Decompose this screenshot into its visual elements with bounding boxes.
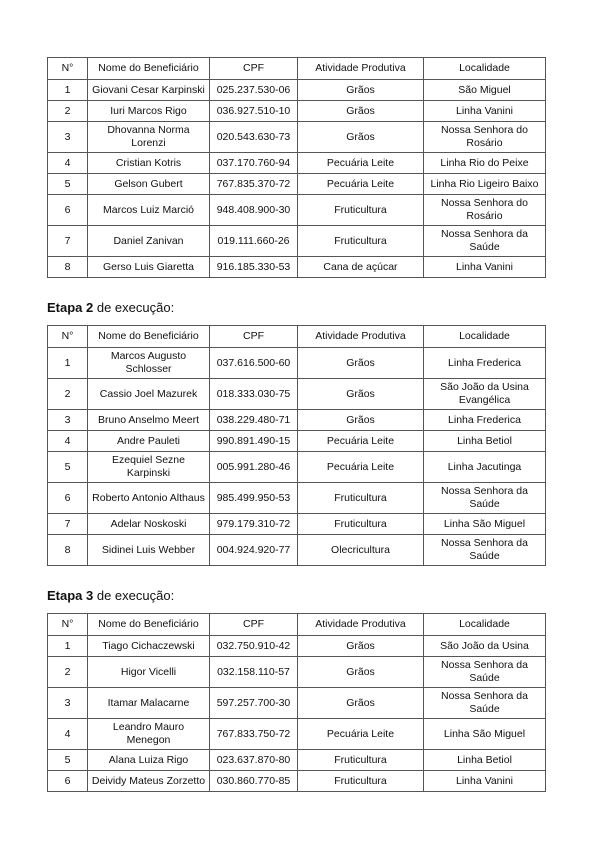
table-cell: Grãos	[298, 101, 424, 122]
table-cell: 5	[48, 452, 88, 483]
table-row	[48, 750, 546, 771]
table-cell: Linha Rio do Peixe	[424, 153, 546, 174]
table-row	[48, 195, 546, 226]
table-row	[48, 719, 546, 750]
table-cell: Giovani Cesar Karpinski	[88, 80, 210, 101]
column-header: N°	[48, 58, 88, 80]
table-cell: São João da Usina Evangélica	[424, 379, 546, 410]
table-cell: Cassio Joel Mazurek	[88, 379, 210, 410]
column-header: Atividade Produtiva	[298, 326, 424, 348]
column-header: Localidade	[424, 326, 546, 348]
table-cell: Fruticultura	[298, 195, 424, 226]
table-cell: Roberto Antonio Althaus	[88, 483, 210, 514]
table-cell: 948.408.900-30	[210, 195, 298, 226]
column-header: CPF	[210, 326, 298, 348]
table-cell: 767.833.750-72	[210, 719, 298, 750]
column-header: Nome do Beneficiário	[88, 58, 210, 80]
table-cell: 023.637.870-80	[210, 750, 298, 771]
table-cell: Pecuária Leite	[298, 431, 424, 452]
table-cell: 037.616.500-60	[210, 348, 298, 379]
table-row	[48, 122, 546, 153]
table-cell: 990.891.490-15	[210, 431, 298, 452]
table-cell: 5	[48, 174, 88, 195]
table-cell: 005.991.280-46	[210, 452, 298, 483]
table-cell: Linha Jacutinga	[424, 452, 546, 483]
table-cell: Grãos	[298, 122, 424, 153]
table-cell: 6	[48, 195, 88, 226]
table-cell: Nossa Senhora da Saúde	[424, 535, 546, 566]
table-cell: 8	[48, 535, 88, 566]
table-cell: 916.185.330-53	[210, 257, 298, 278]
table-cell: Itamar Malacarne	[88, 688, 210, 719]
etapa-3-section	[47, 588, 545, 792]
etapa-1-beneficiaries-table	[47, 57, 546, 278]
table-cell: Linha São Miguel	[424, 719, 546, 750]
table-cell: 2	[48, 657, 88, 688]
table-row	[48, 514, 546, 535]
table-cell: Grãos	[298, 636, 424, 657]
table-cell: Fruticultura	[298, 771, 424, 792]
table-row	[48, 431, 546, 452]
table-cell: 5	[48, 750, 88, 771]
table-cell: Daniel Zanivan	[88, 226, 210, 257]
table-cell: 2	[48, 379, 88, 410]
header-row	[48, 614, 546, 636]
table-cell: Iuri Marcos Rigo	[88, 101, 210, 122]
table-cell: Nossa Senhora da Saúde	[424, 688, 546, 719]
table-row	[48, 80, 546, 101]
table-cell: 4	[48, 719, 88, 750]
column-header: Localidade	[424, 614, 546, 636]
table-cell: Fruticultura	[298, 483, 424, 514]
table-cell: Leandro Mauro Menegon	[88, 719, 210, 750]
table-cell: Grãos	[298, 379, 424, 410]
table-cell: Nossa Senhora do Rosário	[424, 122, 546, 153]
etapa-1-section	[47, 57, 545, 278]
table-cell: 3	[48, 122, 88, 153]
table-cell: 1	[48, 636, 88, 657]
etapa-3-heading-text: de execução:	[93, 588, 175, 603]
etapa-2-heading-number: Etapa 2	[47, 300, 94, 315]
table-cell: 019.111.660-26	[210, 226, 298, 257]
table-row	[48, 379, 546, 410]
table-cell: 3	[48, 688, 88, 719]
table-cell: Pecuária Leite	[298, 719, 424, 750]
table-cell: 038.229.480-71	[210, 410, 298, 431]
table-cell: Fruticultura	[298, 226, 424, 257]
table-row	[48, 771, 546, 792]
table-cell: Grãos	[298, 410, 424, 431]
table-cell: Nossa Senhora da Saúde	[424, 226, 546, 257]
table-cell: 979.179.310-72	[210, 514, 298, 535]
column-header: Nome do Beneficiário	[88, 614, 210, 636]
table-cell: 036.927.510-10	[210, 101, 298, 122]
table-row	[48, 410, 546, 431]
table-cell: Pecuária Leite	[298, 452, 424, 483]
table-row	[48, 657, 546, 688]
column-header: Atividade Produtiva	[298, 58, 424, 80]
table-cell: 032.158.110-57	[210, 657, 298, 688]
table-cell: Grãos	[298, 688, 424, 719]
column-header: Localidade	[424, 58, 546, 80]
column-header: CPF	[210, 58, 298, 80]
table-cell: Alana Luiza Rigo	[88, 750, 210, 771]
etapa-2-heading-text: de execução:	[93, 300, 175, 315]
etapa-2-section	[47, 300, 545, 566]
table-cell: Linha São Miguel	[424, 514, 546, 535]
column-header: N°	[48, 326, 88, 348]
table-row	[48, 174, 546, 195]
header-row	[48, 326, 546, 348]
table-cell: 025.237.530-06	[210, 80, 298, 101]
table-cell: São João da Usina	[424, 636, 546, 657]
table-cell: Pecuária Leite	[298, 174, 424, 195]
table-cell: Nossa Senhora da Saúde	[424, 483, 546, 514]
table-cell: Nossa Senhora da Saúde	[424, 657, 546, 688]
table-cell: 6	[48, 483, 88, 514]
header-row	[48, 58, 546, 80]
etapa-3-heading-number: Etapa 3	[47, 588, 94, 603]
table-cell: 767.835.370-72	[210, 174, 298, 195]
table-cell: 004.924.920-77	[210, 535, 298, 566]
table-cell: Fruticultura	[298, 514, 424, 535]
etapa-3-heading	[47, 588, 545, 603]
table-cell: Gelson Gubert	[88, 174, 210, 195]
etapa-3-beneficiaries-table	[47, 613, 546, 792]
table-cell: Linha Vanini	[424, 771, 546, 792]
table-cell: 020.543.630-73	[210, 122, 298, 153]
table-cell: 597.257.700-30	[210, 688, 298, 719]
table-cell: 1	[48, 80, 88, 101]
table-row	[48, 483, 546, 514]
table-row	[48, 226, 546, 257]
table-cell: Ezequiel Sezne Karpinski	[88, 452, 210, 483]
table-row	[48, 153, 546, 174]
table-cell: 6	[48, 771, 88, 792]
etapa-2-beneficiaries-table	[47, 325, 546, 566]
table-cell: Sidinei Luis Webber	[88, 535, 210, 566]
column-header: CPF	[210, 614, 298, 636]
table-cell: Grãos	[298, 80, 424, 101]
table-cell: 1	[48, 348, 88, 379]
table-cell: Dhovanna Norma Lorenzi	[88, 122, 210, 153]
table-cell: 2	[48, 101, 88, 122]
table-cell: Fruticultura	[298, 750, 424, 771]
table-cell: Linha Frederica	[424, 348, 546, 379]
table-cell: São Miguel	[424, 80, 546, 101]
table-cell: Linha Rio Ligeiro Baixo	[424, 174, 546, 195]
table-cell: Linha Vanini	[424, 257, 546, 278]
table-cell: 8	[48, 257, 88, 278]
table-cell: 4	[48, 153, 88, 174]
table-cell: Grãos	[298, 348, 424, 379]
table-row	[48, 535, 546, 566]
table-row	[48, 101, 546, 122]
table-cell: 030.860.770-85	[210, 771, 298, 792]
table-cell: Marcos Luiz Marció	[88, 195, 210, 226]
table-row	[48, 688, 546, 719]
table-cell: 032.750.910-42	[210, 636, 298, 657]
table-cell: 3	[48, 410, 88, 431]
table-cell: 7	[48, 514, 88, 535]
table-cell: 4	[48, 431, 88, 452]
table-cell: Pecuária Leite	[298, 153, 424, 174]
table-cell: Deividy Mateus Zorzetto	[88, 771, 210, 792]
table-cell: Cana de açúcar	[298, 257, 424, 278]
table-cell: Grãos	[298, 657, 424, 688]
table-cell: Linha Betiol	[424, 750, 546, 771]
table-cell: Tiago Cichaczewski	[88, 636, 210, 657]
etapa-2-heading	[47, 300, 545, 315]
table-cell: 018.333.030-75	[210, 379, 298, 410]
table-row	[48, 257, 546, 278]
table-cell: Gerso Luis Giaretta	[88, 257, 210, 278]
table-cell: Linha Betiol	[424, 431, 546, 452]
table-cell: 7	[48, 226, 88, 257]
table-cell: Linha Vanini	[424, 101, 546, 122]
table-cell: Bruno Anselmo Meert	[88, 410, 210, 431]
table-cell: Linha Frederica	[424, 410, 546, 431]
table-cell: Nossa Senhora do Rosário	[424, 195, 546, 226]
column-header: Nome do Beneficiário	[88, 326, 210, 348]
table-row	[48, 348, 546, 379]
table-cell: Marcos Augusto Schlosser	[88, 348, 210, 379]
column-header: Atividade Produtiva	[298, 614, 424, 636]
table-cell: Higor Vicelli	[88, 657, 210, 688]
table-cell: Olecricultura	[298, 535, 424, 566]
table-cell: 985.499.950-53	[210, 483, 298, 514]
table-cell: Cristian Kotris	[88, 153, 210, 174]
table-row	[48, 636, 546, 657]
column-header: N°	[48, 614, 88, 636]
table-cell: Adelar Noskoski	[88, 514, 210, 535]
table-row	[48, 452, 546, 483]
table-cell: 037.170.760-94	[210, 153, 298, 174]
table-cell: Andre Pauleti	[88, 431, 210, 452]
